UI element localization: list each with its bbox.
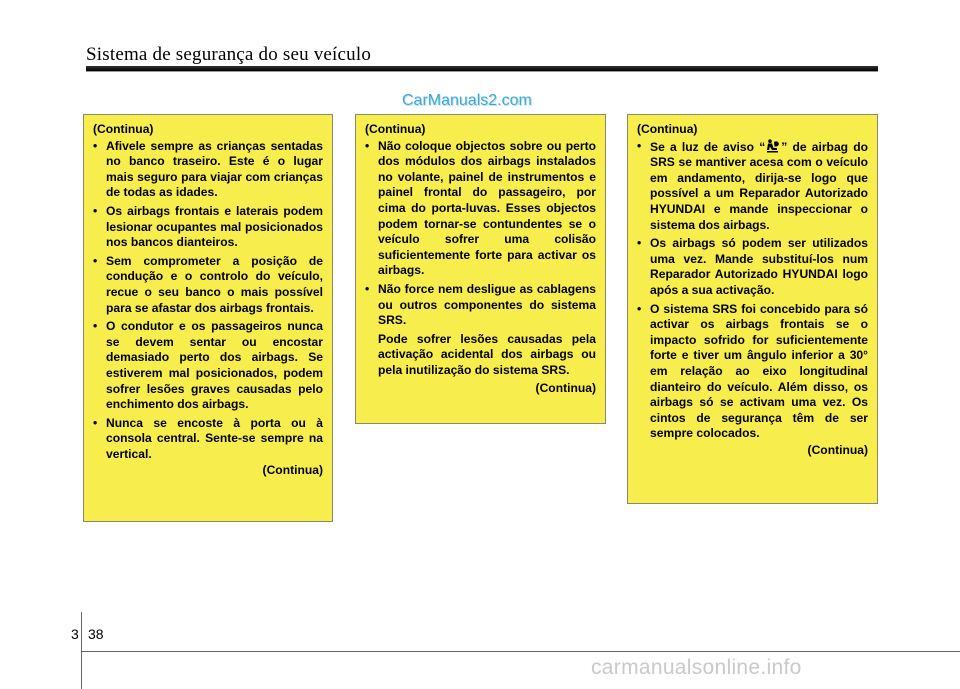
bullet: • [637,301,642,316]
warning-list [93,139,323,463]
page-header-title: Sistema de segurança do seu veículo [86,44,372,65]
bullet: • [93,415,98,430]
warning-box-3 [627,114,878,504]
bullet: • [637,236,642,251]
list-item [93,139,323,201]
bullet: • [93,203,98,218]
continued-heading: (Continua) [365,122,426,136]
warning-box-1 [83,114,333,522]
bullet: • [93,319,98,334]
footer-horizontal-rule [81,651,960,652]
list-item-text: Afivele sempre as crianças sentadas no banco traseiro. Este é o lugar mais seguro para viajar com crianças de todas as idades. [106,138,323,200]
bullet: • [365,138,370,153]
airbag-warning-icon [765,139,781,153]
list-item [365,282,596,329]
warning-box-2 [355,114,606,424]
list-item [637,139,868,234]
bullet: • [365,281,370,296]
list-item [93,204,323,251]
list-item-text: Não coloque objectos sobre ou perto dos módulos dos airbags instalados no volante, painel de instrumentos e painel frontal do passageiro, por cima do porta-luvas. Esses objectos podem tornar-se contundentes se o veículo sofrer uma colisão suficientemente forte para activar os airbags. [378,138,596,278]
warning-list [365,139,596,329]
page-number: 38 [88,626,104,642]
continued-footer: (Continua) [807,442,868,457]
warning-list [637,139,868,442]
list-item-text: O sistema SRS foi concebido para só activar os airbags frontais se o impacto sofrido for suficientemente forte e tiver um ângulo inferior a 30° em relação ao eixo longitudinal dianteiro do veículo. Além disso, os airbags só se activam uma vez. Os cintos de segurança têm de ser sempre colocados. [650,301,868,441]
list-item-text-end: ” de airbag do SRS se mantiver acesa com o veículo em andamento, dirija-se logo que possível a um Reparador Autorizado HYUNDAI e mande inspeccionar o sistema dos airbags. [650,139,869,232]
list-item-text: Nunca se encoste à porta ou à consola central. Sente-se sempre na vertical. [106,415,323,461]
chapter-number: 3 [71,626,79,642]
watermark-bottom: carmanualsonline.info [591,656,802,679]
list-item [637,236,868,298]
bullet: • [637,138,642,153]
bullet: • [93,138,98,153]
continued-footer: (Continua) [262,463,323,478]
list-item [93,416,323,463]
continued-heading: (Continua) [637,122,698,136]
continued-heading: (Continua) [93,122,154,136]
continued-footer: (Continua) [535,380,596,395]
list-item-text: O condutor e os passageiros nunca se devem sentar ou encostar demasiado perto dos airbags. Se estiverem mal posicionados, podem sofrer lesões graves causadas pelo enchimento dos airbags. [106,319,323,412]
list-item [637,302,868,442]
bullet: • [93,253,98,268]
paragraph: Pode sofrer lesões causadas pela activação acidental dos airbags ou pela inutilização do sistema SRS. [378,331,596,377]
list-item [93,254,323,316]
watermark-top: CarManuals2.com [402,92,532,109]
list-item-text: Os airbags só podem ser utilizados uma vez. Mande substituí-los num Reparador Autorizado HYUNDAI logo após a sua activação. [650,236,868,297]
list-item-text: Os airbags frontais e laterais podem lesionar ocupantes mal posicionados nos bancos dianteiros. [106,203,323,250]
header-rule-thin [86,71,878,72]
list-item-text: Não force nem desligue as cablagens ou outros componentes do sistema SRS. [378,281,596,328]
list-item [93,319,323,413]
list-item-text-start: Se a luz de aviso “ [650,139,766,154]
list-item [365,139,596,279]
list-item-text: Sem comprometer a posição de condução e o controlo do veículo, recue o seu banco o mais possível para se afastar dos airbags frontais. [106,253,323,315]
